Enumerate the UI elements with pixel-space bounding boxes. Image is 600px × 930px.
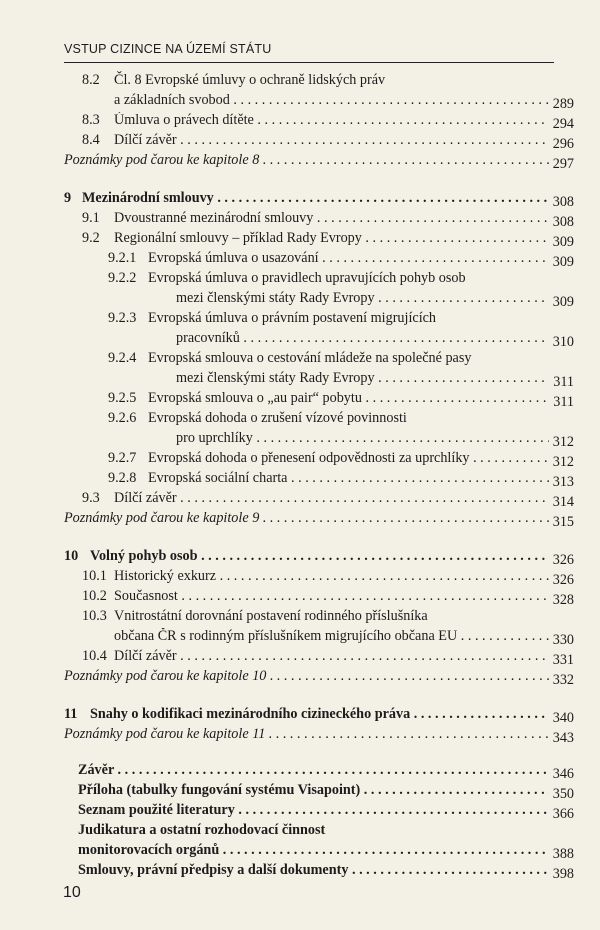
toc-entry-page: 332 [552,672,574,688]
toc-entry-title-continuation: občana ČR s rodinným příslušníkem migrujícího občana EU . . . [114,628,549,645]
toc-entry-number: 9.2 [82,230,100,246]
toc-entry-page: 308 [552,194,574,210]
toc-entry-title: Dílčí závěr . . . [114,648,549,665]
toc-entry-number: 10.2 [82,588,107,604]
toc-entry-page: 296 [552,136,574,152]
toc-entry-number: 8.2 [82,72,100,88]
toc-entry-page: 326 [552,572,574,588]
toc-entry-page: 398 [552,866,574,882]
toc-entry-number: 9.2.7 [108,450,137,466]
toc-entry-title: Regionální smlouvy – příklad Rady Evropy . . . [114,230,549,247]
toc-entry-page: 388 [552,846,574,862]
toc-entry-page: 313 [552,474,574,490]
toc-entry-number: 9.2.6 [108,410,137,426]
toc-entry-page: 311 [553,394,574,410]
toc-entry-title: Čl. 8 Evropské úmluvy o ochraně lidských práv [114,72,386,88]
toc-entry-title: Snahy o kodifikaci mezinárodního cizineckého práva . . . [90,706,549,723]
toc-entry-title-continuation: pro uprchlíky . . . [176,430,549,447]
toc-entry-number: 9.2.1 [108,250,137,266]
toc-entry-number: 10.1 [82,568,107,584]
toc-entry-page: 366 [552,806,574,822]
toc-entry-title: Judikatura a ostatní rozhodovací činnost [78,822,326,838]
toc-entry-page: 343 [552,730,574,746]
toc-entry-title: Evropská smlouva o cestování mládeže na společné pasy [148,350,472,366]
toc-entry-title: Dílčí závěr . . . [114,132,549,149]
toc-entry-number: 9.3 [82,490,100,506]
toc-entry-title: Evropská sociální charta . . . [148,470,549,487]
toc-entry-title: Současnost . . . [114,588,549,605]
toc-entry-number: 10.3 [82,608,107,624]
toc-entry-title-continuation: mezi členskými státy Rady Evropy . . . [176,290,549,307]
toc-entry-page: 311 [553,374,574,390]
toc-entry-title: Vnitrostátní dorovnání postavení rodinného příslušníka [114,608,428,624]
toc-entry-page: 309 [552,254,574,270]
toc-entry-page: 312 [552,434,574,450]
toc-entry-number: 9.2.4 [108,350,137,366]
toc-entry-page: 314 [552,494,574,510]
toc-entry-title: Příloha (tabulky fungování systému Visapoint) . . . [78,782,549,799]
toc-entry-title: Dílčí závěr . . . [114,490,549,507]
toc-entry-title: Smlouvy, právní předpisy a další dokumenty . . . [78,862,549,879]
toc-entry-title: Volný pohyb osob . . . [90,548,549,565]
toc-entry-title: Mezinárodní smlouvy . . . [82,190,549,207]
toc-entry-title-continuation: pracovníků . . . [176,330,549,347]
toc-entry-title: Historický exkurz . . . [114,568,549,585]
page-number: 10 [63,884,81,901]
toc-entry-number: 8.4 [82,132,100,148]
toc-entry-number: 9.1 [82,210,100,226]
toc-entry-page: 328 [552,592,574,608]
toc-entry-title: Úmluva o právech dítěte . . . [114,112,549,129]
toc-entry-page: 330 [552,632,574,648]
toc-entry-page: 340 [552,710,574,726]
toc-entry-title: Poznámky pod čarou ke kapitole 9 . . . [64,510,549,527]
running-head: VSTUP CIZINCE NA ÚZEMÍ STÁTU [64,42,554,63]
toc-entry-number: 11 [64,706,78,722]
toc-entry-page: 331 [552,652,574,668]
toc-entry-number: 8.3 [82,112,100,128]
toc-entry-title: Poznámky pod čarou ke kapitole 10 . . . [64,668,549,685]
toc-entry-number: 10.4 [82,648,107,664]
toc-entry-title: Evropská smlouva o „au pair“ pobytu . . . [148,390,549,407]
toc-entry-page: 350 [552,786,574,802]
toc-entry-title: Seznam použité literatury . . . [78,802,549,819]
toc-entry-page: 308 [552,214,574,230]
toc-entry-number: 9.2.2 [108,270,137,286]
toc-entry-page: 289 [552,96,574,112]
toc-entry-title-continuation: monitorovacích orgánů . . . [78,842,549,859]
toc-entry-title: Závěr . . . [78,762,549,779]
toc-entry-number: 9 [64,190,72,206]
toc-entry-title: Poznámky pod čarou ke kapitole 8 . . . [64,152,549,169]
toc-entry-title: Evropská úmluva o usazování . . . [148,250,549,267]
toc-entry-page: 310 [552,334,574,350]
toc-entry-title: Dvoustranné mezinárodní smlouvy . . . [114,210,549,227]
toc-entry-page: 315 [552,514,574,530]
toc-entry-title-continuation: a základních svobod . . . [114,92,549,109]
toc-entry-title: Evropská úmluva o právním postavení migrujících [148,310,437,326]
toc-entry-page: 309 [552,234,574,250]
toc-entry-number: 10 [64,548,79,564]
toc-entry-title: Evropská dohoda o zrušení vízové povinnosti [148,410,407,426]
toc-entry-page: 297 [552,156,574,172]
toc-entry-page: 294 [552,116,574,132]
toc-entry-page: 309 [552,294,574,310]
toc-entry-page: 346 [552,766,574,782]
toc-entry-number: 9.2.3 [108,310,137,326]
toc-entry-page: 312 [552,454,574,470]
toc-entry-number: 9.2.5 [108,390,137,406]
toc-entry-title: Evropská úmluva o pravidlech upravujících pohyb osob [148,270,466,286]
toc-entry-title: Poznámky pod čarou ke kapitole 11 . . . [64,726,549,743]
toc-entry-title-continuation: mezi členskými státy Rady Evropy . . . [176,370,549,387]
toc-entry-title: Evropská dohoda o přenesení odpovědnosti za uprchlíky . . . [148,450,549,467]
toc-entry-number: 9.2.8 [108,470,137,486]
toc-entry-page: 326 [552,552,574,568]
